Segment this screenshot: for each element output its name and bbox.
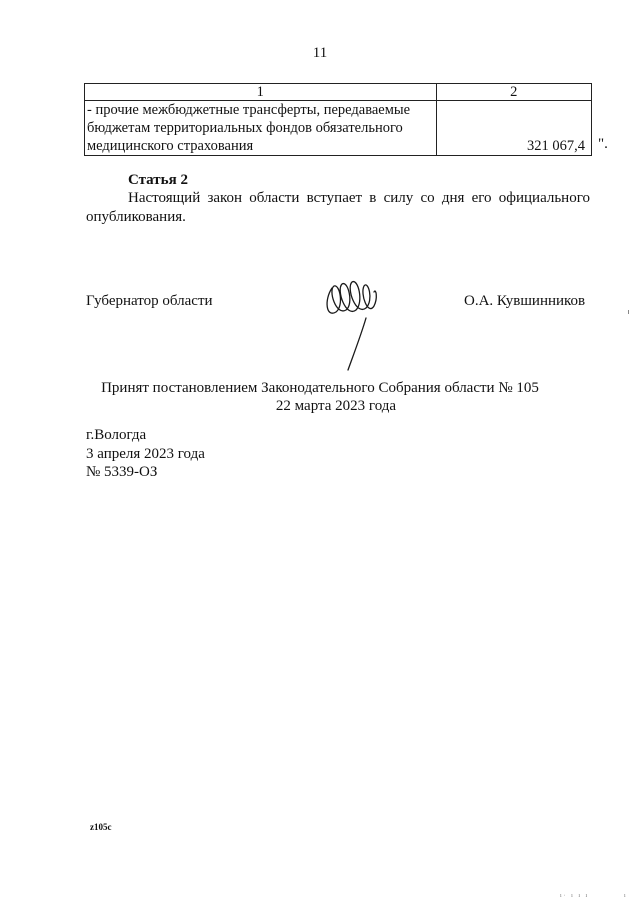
adoption-line: Принят постановлением Законодательного Собрания области № 105 — [101, 380, 539, 396]
signatory-name: О.А. Кувшинников — [464, 293, 586, 309]
adoption-date: 22 марта 2023 года — [275, 398, 397, 414]
table-cell-value: 321 067,4 — [436, 101, 591, 156]
place-date: 3 апреля 2023 года — [86, 445, 205, 462]
side-mark — [628, 310, 629, 314]
signature — [318, 266, 388, 376]
place-block — [86, 426, 205, 482]
budget-table — [84, 83, 592, 156]
closing-quote: ". — [598, 136, 608, 152]
document-code: z105c — [90, 822, 112, 832]
article-title: Статья 2 — [128, 172, 188, 188]
edge-mark: ı — [624, 893, 626, 899]
article-text: Настоящий закон области вступает в силу со дня его официального опубликования. — [86, 190, 590, 225]
place-city: г.Вологда — [86, 427, 147, 443]
table-cell-description: - прочие межбюджетные трансферты, передаваемые бюджетам территориальных фондов обязательного медицинского страхования — [85, 101, 437, 156]
page-number: 11 — [312, 45, 328, 61]
table-header-col-2: 2 — [436, 84, 591, 101]
law-number: № 5339-ОЗ — [86, 464, 158, 480]
signatory-position: Губернатор области — [86, 293, 213, 309]
table-row — [85, 101, 592, 156]
table-header-row — [85, 84, 592, 101]
table-header-col-1: 1 — [85, 84, 437, 101]
scan-marks: ı· ı ı ı — [560, 893, 590, 899]
